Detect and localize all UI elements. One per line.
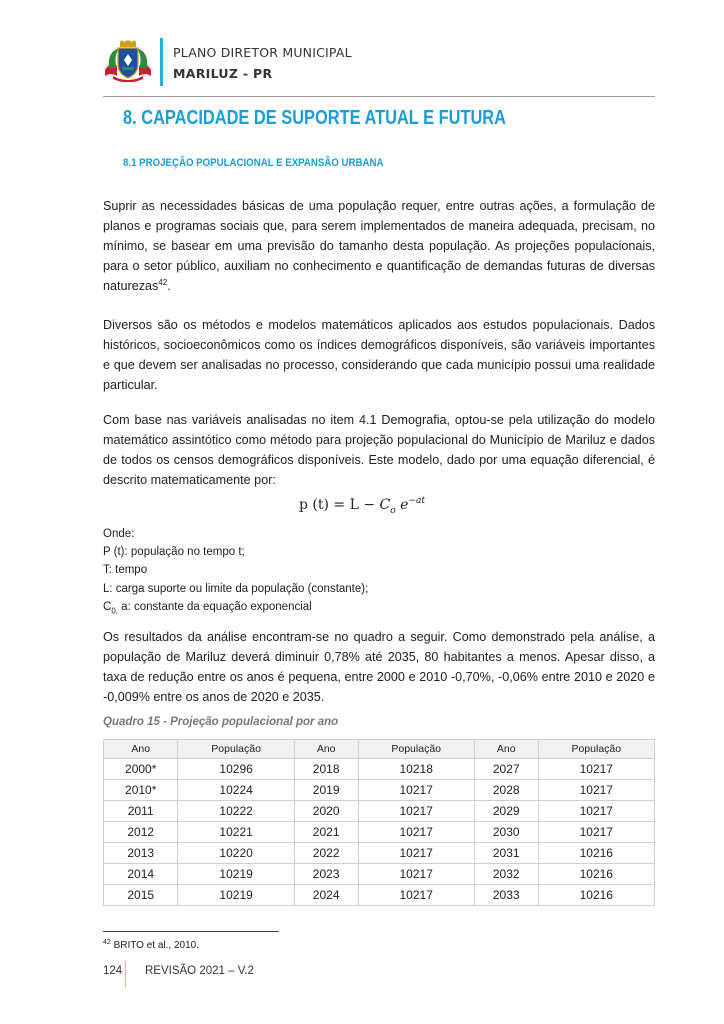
table-row [104, 864, 655, 885]
year-cell: 2023 [294, 864, 358, 885]
footnote-ref[interactable]: 42 [158, 278, 168, 287]
table-row [104, 885, 655, 906]
population-cell: 10217 [358, 843, 474, 864]
revision-label: REVISÃO 2021 – V.2 [145, 965, 254, 977]
population-formula: p $(t) = L - C_o$ $e^{-at}$ [299, 496, 425, 516]
population-cell: 10296 [178, 759, 294, 780]
year-cell: 2033 [474, 885, 538, 906]
year-cell: 2000* [104, 759, 178, 780]
table-row [104, 843, 655, 864]
footer-divider [125, 960, 126, 988]
year-cell: 2032 [474, 864, 538, 885]
table-header-row [104, 740, 655, 759]
population-cell: 10220 [178, 843, 294, 864]
footnote: $^{42}$ BRITO et al., 2010. [103, 939, 199, 951]
year-cell: 2021 [294, 822, 358, 843]
table-row [104, 801, 655, 822]
header-divider [103, 96, 655, 97]
population-cell: 10216 [538, 843, 654, 864]
definition-item: L: carga suporte ou limite da população (constante); [103, 582, 369, 595]
page-number: 124 [103, 965, 123, 977]
table-row [104, 822, 655, 843]
definition-item: T: tempo [103, 564, 148, 577]
year-cell: 2020 [294, 801, 358, 822]
population-cell: 10216 [538, 885, 654, 906]
paragraph-results: Os resultados da análise encontram-se no quadro a seguir. Como demonstrado pela análise, a população de Mariluz deverá diminuir 0,78% até 2035, 80 habitantes a menos. Apesar disso, a taxa de redução entre os anos é pequena, entre 2000 e 2010 -0,70%, -0,06% entre 2010 e 2020 e -0,009% entre os anos de 2020 e 2035. [103, 630, 655, 704]
header-municipality: MARILUZ - PR [173, 66, 273, 81]
formula-definitions [103, 525, 368, 620]
population-cell: 10217 [358, 885, 474, 906]
table-caption: Quadro 15 - Projeção populacional por ano [103, 716, 339, 728]
subsection-title: 8.1 PROJEÇÃO POPULACIONAL E EXPANSÃO URBANA [123, 157, 384, 169]
population-cell: 10222 [178, 801, 294, 822]
population-cell: 10217 [358, 780, 474, 801]
header-accent-bar [160, 38, 163, 86]
column-header: População [358, 740, 474, 759]
population-cell: 10217 [538, 801, 654, 822]
definition-item: $C_{0,}$ a: constante da equação exponencial [103, 600, 312, 616]
column-header: Ano [474, 740, 538, 759]
population-cell: 10218 [358, 759, 474, 780]
column-header: População [538, 740, 654, 759]
paragraph-3: Com base nas variáveis analisadas no item 4.1 Demografia, optou-se pela utilização do modelo matemático assintótico como método para projeção populacional do Município de Mariluz e dados de todos os censos demográficos disponíveis. Este modelo, dado por uma equação diferencial, é descrito matematicamente por: [103, 413, 655, 487]
population-cell: 10217 [538, 822, 654, 843]
paragraph-2: Diversos são os métodos e modelos matemáticos aplicados aos estudos populacionais. Dados históricos, socioeconômicos como os índices demográficos disponíveis, são variáveis importantes e que devem ser analisadas no processo, considerando que cada município possui uma realidade particular. [103, 318, 655, 392]
year-cell: 2018 [294, 759, 358, 780]
population-cell: 10219 [178, 885, 294, 906]
population-table [103, 739, 655, 906]
table-row [104, 759, 655, 780]
year-cell: 2024 [294, 885, 358, 906]
year-cell: 2013 [104, 843, 178, 864]
population-cell: 10221 [178, 822, 294, 843]
year-cell: 2029 [474, 801, 538, 822]
year-cell: 2022 [294, 843, 358, 864]
population-cell: 10224 [178, 780, 294, 801]
population-cell: 10217 [538, 780, 654, 801]
year-cell: 2028 [474, 780, 538, 801]
year-cell: 2027 [474, 759, 538, 780]
population-cell: 10216 [538, 864, 654, 885]
year-cell: 2031 [474, 843, 538, 864]
header-plan-title: PLANO DIRETOR MUNICIPAL [173, 45, 352, 60]
population-cell: 10217 [358, 801, 474, 822]
year-cell: 2015 [104, 885, 178, 906]
population-cell: 10219 [178, 864, 294, 885]
year-cell: 2014 [104, 864, 178, 885]
column-header: Ano [104, 740, 178, 759]
municipal-crest-icon [103, 40, 153, 82]
year-cell: 2030 [474, 822, 538, 843]
year-cell: 2012 [104, 822, 178, 843]
definition-item: P (t): população no tempo t; [103, 546, 245, 559]
definitions-heading: Onde: [103, 528, 135, 540]
section-title: 8. CAPACIDADE DE SUPORTE ATUAL E FUTURA [123, 107, 506, 129]
column-header: Ano [294, 740, 358, 759]
population-cell: 10217 [358, 822, 474, 843]
column-header: População [178, 740, 294, 759]
year-cell: 2010* [104, 780, 178, 801]
paragraph-1: Suprir as necessidades básicas de uma população requer, entre outras ações, a formulação de planos e programas sociais que, para serem implementados de maneira adequada, precisam, no mínimo, se basear em uma previsão do tamanho desta população. As projeções populacionais, para o setor público, auxiliam no conhecimento e quantificação de demandas futuras de diversas naturezas$^{42}$. [103, 199, 655, 293]
population-cell: 10217 [538, 759, 654, 780]
population-cell: 10217 [358, 864, 474, 885]
footnote-divider [103, 931, 279, 932]
year-cell: 2011 [104, 801, 178, 822]
year-cell: 2019 [294, 780, 358, 801]
table-row [104, 780, 655, 801]
